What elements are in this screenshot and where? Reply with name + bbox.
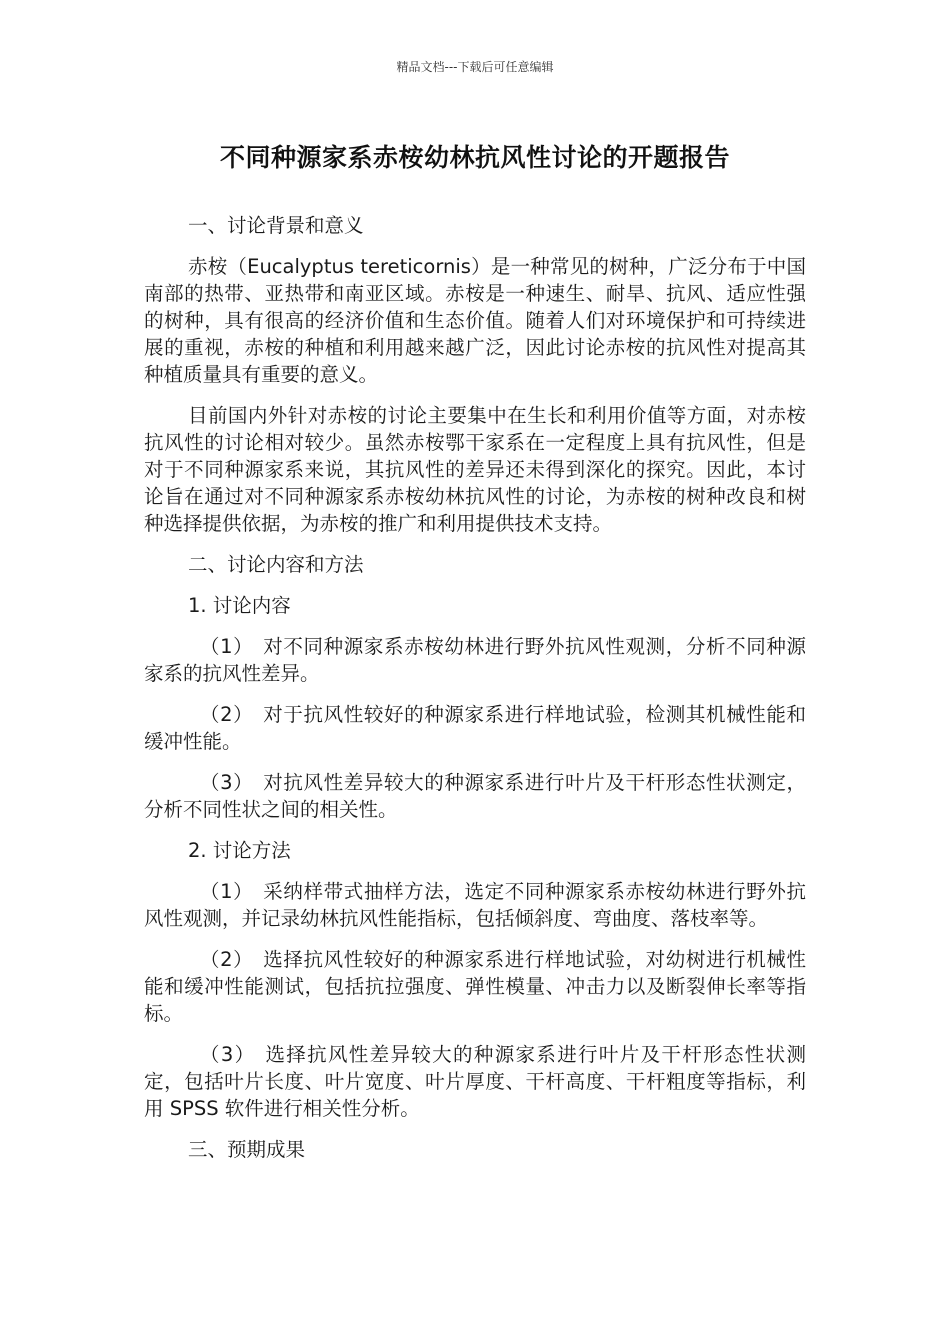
document-title: 不同种源家系赤桉幼林抗风性讨论的开题报告 — [219, 143, 730, 172]
section-heading-3: 三、预期成果 — [188, 1138, 306, 1161]
item-number: （2） — [200, 948, 254, 971]
item-text: 选择抗风性差异较大的种源家系进行叶片及干杆形态性状测定，包括叶片长度、叶片宽度、叶片厚度、干杆高度、干杆粗度等指标，利用 SPSS 软件进行相关性分析。 — [144, 1043, 806, 1120]
list-item — [144, 878, 806, 932]
list-item — [144, 633, 806, 687]
item-text: 对于抗风性较好的种源家系进行样地试验，检测其机械性能和缓冲性能。 — [144, 703, 806, 753]
list-item — [144, 946, 806, 1027]
item-text: 对不同种源家系赤桉幼林进行野外抗风性观测，分析不同种源家系的抗风性差异。 — [144, 635, 806, 685]
section-heading-2: 二、讨论内容和方法 — [188, 553, 364, 576]
item-number: （1） — [200, 635, 254, 658]
item-number: （1） — [200, 880, 254, 903]
subsection-heading-content: 1. 讨论内容 — [188, 594, 291, 617]
document-body — [144, 212, 806, 1177]
item-number: （3） — [200, 1043, 256, 1066]
list-item — [144, 769, 806, 823]
item-number: （3） — [200, 771, 254, 794]
header-note: 精品文档---下载后可任意编辑 — [396, 60, 554, 74]
item-text: 对抗风性差异较大的种源家系进行叶片及干杆形态性状测定，分析不同性状之间的相关性。 — [144, 771, 806, 821]
section-heading-1: 一、讨论背景和意义 — [188, 214, 364, 237]
item-text: 选择抗风性较好的种源家系进行样地试验，对幼树进行机械性能和缓冲性能测试，包括抗拉强度、弹性模量、冲击力以及断裂伸长率等指标。 — [144, 948, 806, 1025]
list-item — [144, 701, 806, 755]
list-item — [144, 1041, 806, 1122]
item-number: （2） — [200, 703, 254, 726]
paragraph-status: 目前国内外针对赤桉的讨论主要集中在生长和利用价值等方面，对赤桉抗风性的讨论相对较少。虽然赤桉鄂干家系在一定程度上具有抗风性，但是对于不同种源家系来说，其抗风性的差异还未得到深化的探究。因此，本讨论旨在通过对不同种源家系赤桉幼林抗风性的讨论，为赤桉的树种改良和树种选择提供依据，为赤桉的推广和利用提供技术支持。 — [144, 404, 806, 535]
subsection-heading-method: 2. 讨论方法 — [188, 839, 291, 862]
item-text: 采纳样带式抽样方法，选定不同种源家系赤桉幼林进行野外抗风性观测，并记录幼林抗风性能指标，包括倾斜度、弯曲度、落枝率等。 — [144, 880, 806, 930]
paragraph-background: 赤桉（Eucalyptus tereticornis）是一种常见的树种，广泛分布于中国南部的热带、亚热带和南亚区域。赤桉是一种速生、耐旱、抗风、适应性强的树种，具有很高的经济价值和生态价值。随着人们对环境保护和可持续进展的重视，赤桉的种植和利用越来越广泛，因此讨论赤桉的抗风性对提高其种植质量具有重要的意义。 — [144, 255, 806, 386]
